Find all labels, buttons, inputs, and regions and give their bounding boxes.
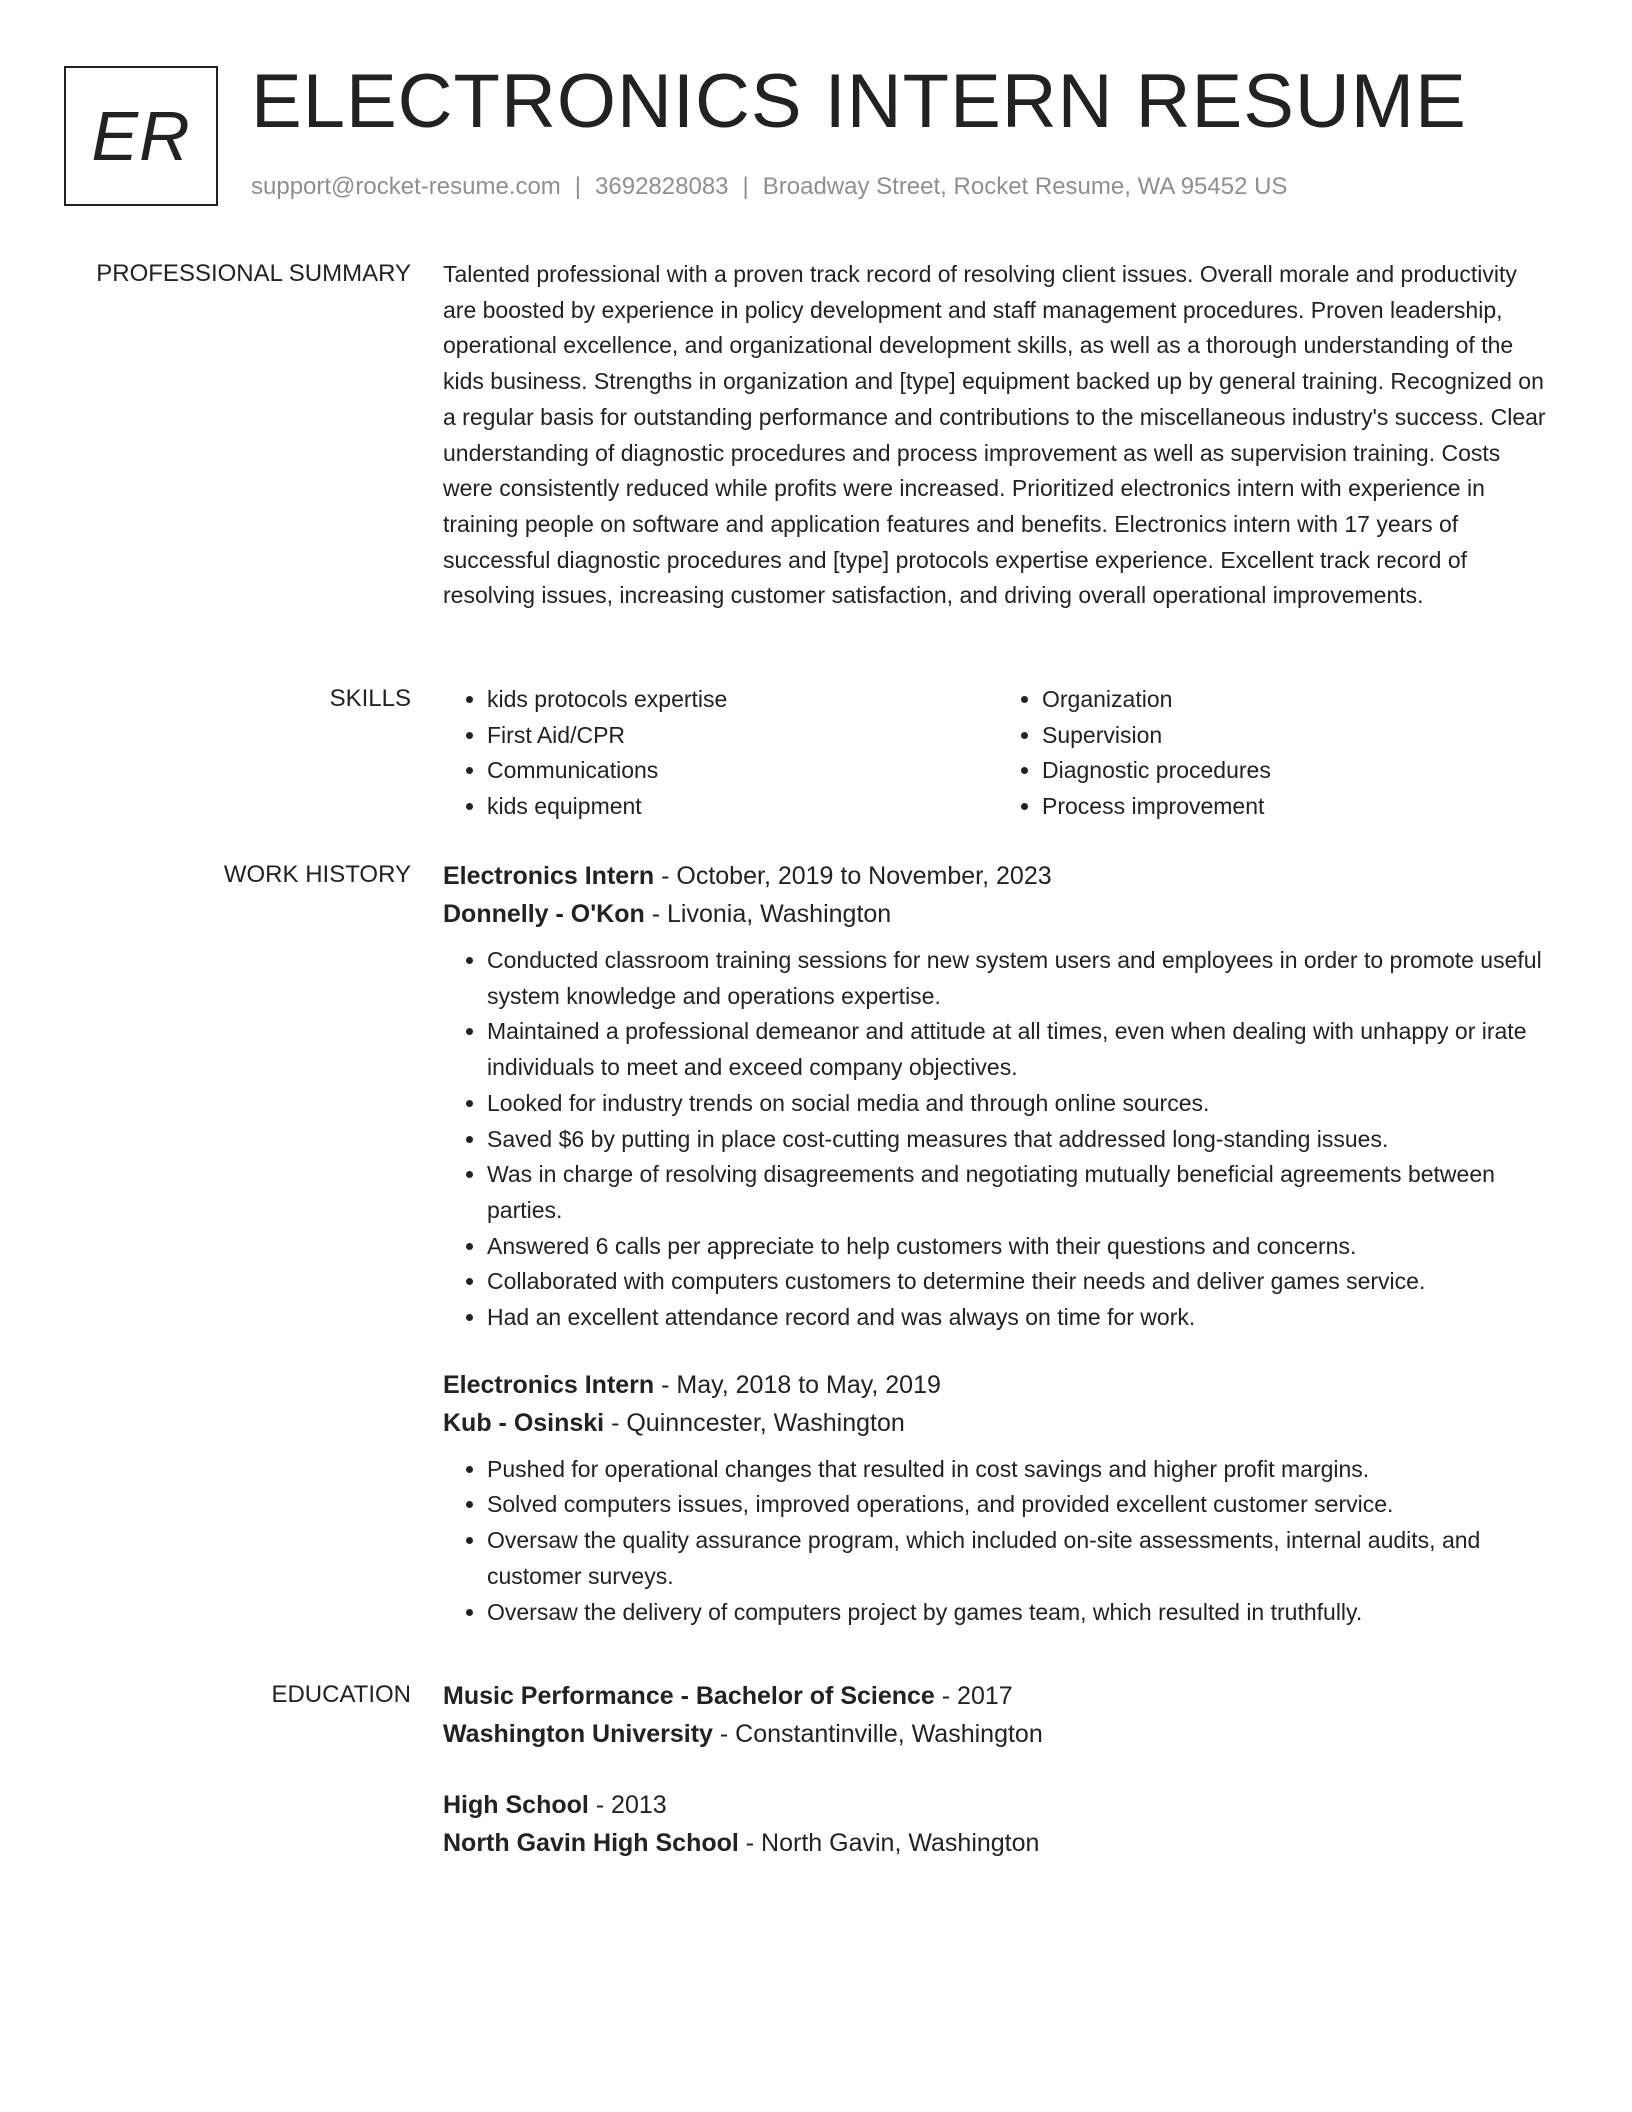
skill-item: • kids equipment [487,789,998,825]
job-location: - Livonia, Washington [644,900,892,928]
job-company-line [443,895,1553,933]
skill-item: • Organization [1042,682,1553,718]
skill-item: • Process improvement [1042,789,1553,825]
job-dates: - October, 2019 to November, 2023 [654,862,1052,890]
job-bullets [443,943,1553,1336]
job-company: Kub - Osinski [443,1408,605,1437]
education-degree-line [443,1677,1553,1715]
job-bullet: • Oversaw the quality assurance program, which included on-site assessments, internal audits, and customer surveys. [487,1523,1553,1594]
job-title-line [443,1366,1553,1404]
section-label-summary: PROFESSIONAL SUMMARY [96,260,411,287]
job-company-line [443,1404,1553,1442]
job-bullet: • Collaborated with computers customers to determine their needs and deliver games service. [487,1264,1553,1300]
skills-body [443,682,1553,825]
job-title: Electronics Intern [443,862,655,890]
job-title: Electronics Intern [443,1370,655,1399]
skill-item: • First Aid/CPR [487,718,998,754]
job-entry [443,1366,1553,1631]
job-bullets [443,1452,1553,1631]
section-label-work: WORK HISTORY [223,861,411,888]
education-degree: High School [443,1791,589,1819]
section-label-skills: SKILLS [329,685,411,712]
job-company: Donnelly - O'Kon [443,900,645,928]
job-bullet: • Maintained a professional demeanor and attitude at all times, even when dealing with unhappy or irate individuals to meet and exceed company objectives. [487,1014,1553,1085]
job-bullet: • Saved $6 by putting in place cost-cutting measures that addressed long-standing issues. [487,1122,1553,1158]
education-school-line [443,1824,1553,1862]
resume-title: ELECTRONICS INTERN RESUME [251,59,1467,144]
education-entry [443,1786,1553,1862]
skill-item: • kids protocols expertise [487,682,998,718]
job-bullet: • Looked for industry trends on social media and through online sources. [487,1086,1553,1122]
monogram-initials: ER [91,97,191,175]
summary-text: Talented professional with a proven track record of resolving client issues. Overall morale and productivity are boosted by experience in policy development and staff management procedures. Proven leadership, operational excellence, and organizational development skills, as well as a thorough understanding of the kids business. Strengths in organization and [type] equipment backed up by general training. Recognized on a regular basis for outstanding performance and contributions to the miscellaneous industry's success. Clear understanding of diagnostic procedures and process improvement as well as supervision training. Costs were consistently reduced while profits were increased. Prioritized electronics intern with experience in training people on software and application features and benefits. Electronics intern with 17 years of successful diagnostic procedures and [type] protocols expertise experience. Excellent track record of resolving issues, increasing customer satisfaction, and driving overall operational improvements. [443,261,1546,609]
job-bullet: • Had an excellent attendance record and was always on time for work. [487,1300,1553,1336]
education-year: - 2013 [588,1791,667,1819]
summary-body [443,257,1553,614]
job-dates: - May, 2018 to May, 2019 [654,1370,941,1399]
education-degree: Music Performance - Bachelor of Science [443,1682,935,1710]
skill-item: • Communications [487,753,998,789]
education-location: - Constantinville, Washington [712,1720,1043,1748]
skill-item: • Supervision [1042,718,1553,754]
contact-email[interactable]: support@rocket-resume.com [251,173,561,200]
job-title-line [443,857,1553,895]
education-school: North Gavin High School [443,1829,739,1857]
work-body [443,857,1553,1630]
education-degree-line [443,1786,1553,1824]
education-school-line [443,1715,1553,1753]
monogram-box [64,66,218,206]
job-bullet: • Answered 6 calls per appreciate to help customers with their questions and concerns. [487,1229,1553,1265]
skill-item: • Diagnostic procedures [1042,753,1553,789]
skills-list-right [998,682,1553,825]
job-bullet: • Conducted classroom training sessions for new system users and employees in order to promote useful system knowledge and operations expertise. [487,943,1553,1014]
contact-separator: | [574,173,582,200]
job-entry [443,857,1553,1336]
contact-separator: | [742,173,749,200]
contact-address: Broadway Street, Rocket Resume, WA 95452 US [762,173,1288,200]
contact-line [251,173,1287,201]
job-bullet: • Solved computers issues, improved operations, and provided excellent customer service. [487,1487,1553,1523]
education-body [443,1677,1553,1862]
job-location: - Quinncester, Washington [604,1408,905,1437]
job-bullet: • Was in charge of resolving disagreements and negotiating mutually beneficial agreements between parties. [487,1157,1553,1228]
job-bullet: • Pushed for operational changes that resulted in cost savings and higher profit margins. [487,1452,1553,1488]
skills-grid [443,682,1553,825]
job-bullet: • Oversaw the delivery of computers project by games team, which resulted in truthfully. [487,1595,1553,1631]
section-label-education: EDUCATION [271,1681,411,1708]
education-school: Washington University [443,1720,713,1748]
skills-list-left [443,682,998,825]
education-location: - North Gavin, Washington [738,1829,1040,1857]
education-entry [443,1677,1553,1753]
contact-phone[interactable]: 3692828083 [595,173,729,200]
education-year: - 2017 [934,1682,1013,1710]
